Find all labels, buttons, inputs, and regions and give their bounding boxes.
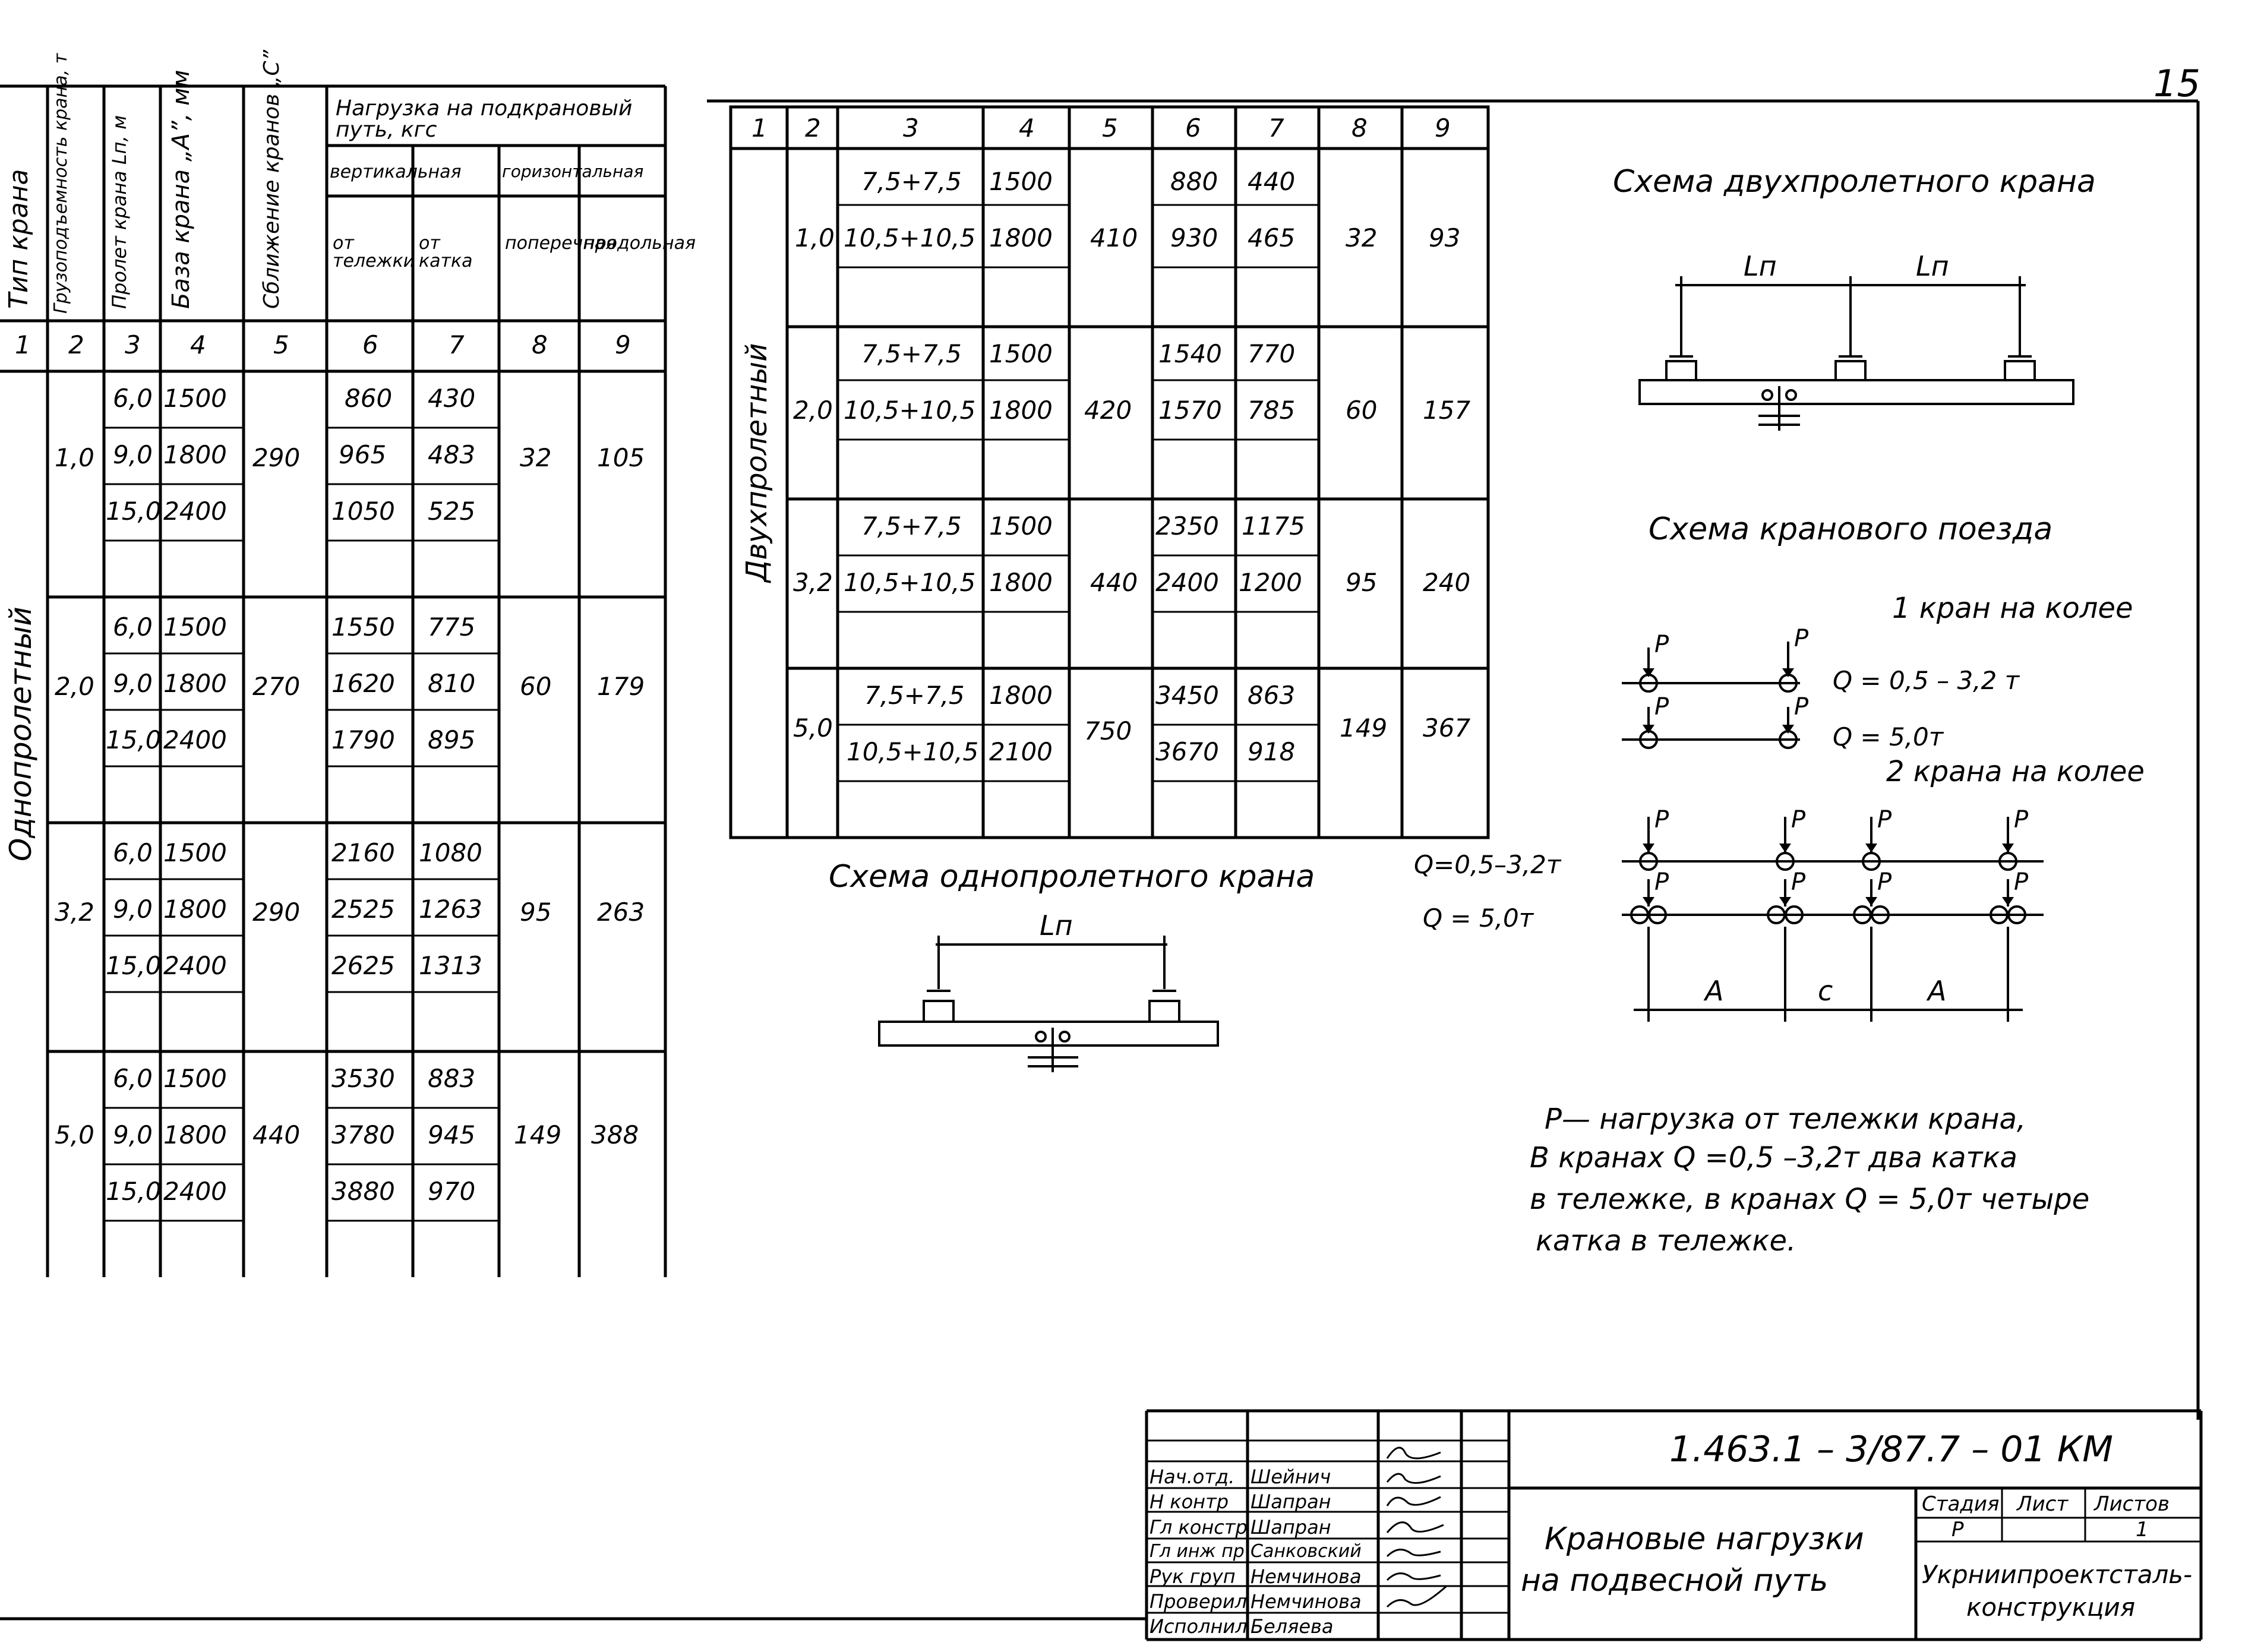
longitudinal: 93 xyxy=(1429,223,1461,252)
colnum: 3 xyxy=(125,330,141,359)
name-label: Шапран xyxy=(1251,1490,1331,1513)
p-label: P xyxy=(1654,868,1669,896)
from-trolley: 2400 xyxy=(1155,568,1219,597)
signatures xyxy=(1387,1448,1447,1607)
colnum: 7 xyxy=(449,330,465,359)
base: 1800 xyxy=(989,681,1053,710)
p-label: P xyxy=(1654,631,1669,658)
sheet-number: 15 xyxy=(2153,62,2200,105)
capacity: 5,0 xyxy=(55,1120,94,1149)
dim-a: А xyxy=(1705,975,1724,1007)
base: 2400 xyxy=(163,497,227,526)
col7-header: от катка xyxy=(419,233,473,271)
span: 10,5+10,5 xyxy=(844,223,976,252)
role-label: Проверил xyxy=(1150,1590,1248,1613)
base: 1800 xyxy=(163,895,227,924)
horizontal-header: горизонтальная xyxy=(502,162,644,181)
from-trolley: 1620 xyxy=(331,669,395,698)
longitudinal: 263 xyxy=(597,898,645,927)
from-trolley: 860 xyxy=(345,384,393,413)
vertical-header: вертикальная xyxy=(330,162,462,182)
base: 1500 xyxy=(163,838,227,867)
col9-header: продольная xyxy=(583,233,696,254)
base: 1800 xyxy=(989,223,1053,252)
base: 1800 xyxy=(989,396,1053,425)
name-label: Немчинова xyxy=(1251,1565,1362,1588)
base: 1500 xyxy=(989,339,1053,368)
col3-header: Пролет крана Lп, м xyxy=(108,115,131,309)
approach: 290 xyxy=(252,443,301,472)
colnum: 2 xyxy=(68,330,84,359)
crane-train-schematic xyxy=(1622,642,2044,1022)
from-trolley: 3530 xyxy=(331,1064,395,1093)
transverse: 32 xyxy=(520,443,552,472)
from-trolley: 1790 xyxy=(331,725,395,754)
from-trolley: 1050 xyxy=(331,497,395,526)
base: 2400 xyxy=(163,951,227,980)
transverse: 32 xyxy=(1346,223,1378,252)
longitudinal: 105 xyxy=(597,443,645,472)
span: 9,0 xyxy=(113,669,153,698)
col1-header: Тип крана xyxy=(4,169,34,309)
from-roller: 483 xyxy=(428,440,476,469)
from-trolley: 1550 xyxy=(331,612,395,642)
longitudinal: 240 xyxy=(1423,568,1471,597)
q-five-label: Q = 5,0т xyxy=(1833,722,1944,751)
base: 1500 xyxy=(163,612,227,642)
role-label: Рук груп xyxy=(1150,1565,1236,1588)
organization-line1: Укрниипроектсталь- xyxy=(1922,1560,2193,1589)
capacity: 3,2 xyxy=(793,568,833,597)
longitudinal: 179 xyxy=(597,672,645,701)
from-trolley: 2525 xyxy=(331,895,395,924)
from-roller: 1175 xyxy=(1242,511,1305,541)
colnum: 6 xyxy=(1185,113,1201,143)
from-roller: 810 xyxy=(428,669,476,698)
col8-header: поперечная xyxy=(505,233,617,254)
colnum: 8 xyxy=(1351,113,1368,143)
base: 1800 xyxy=(163,440,227,469)
transverse: 95 xyxy=(1346,568,1378,597)
base: 1800 xyxy=(163,669,227,698)
colnum: 1 xyxy=(751,113,768,143)
colnum: 1 xyxy=(15,330,31,359)
from-roller: 430 xyxy=(428,384,476,413)
from-trolley: 3880 xyxy=(331,1177,395,1206)
span: 15,0 xyxy=(106,725,162,754)
from-roller: 770 xyxy=(1248,339,1296,368)
base: 1800 xyxy=(989,568,1053,597)
transverse: 60 xyxy=(1346,396,1378,425)
colnum: 2 xyxy=(805,113,821,143)
role-label: Гл инж пр xyxy=(1150,1541,1245,1562)
span: 6,0 xyxy=(113,838,153,867)
base: 1500 xyxy=(989,167,1053,196)
from-roller: 883 xyxy=(428,1064,476,1093)
from-roller: 1080 xyxy=(419,838,482,867)
two-cranes-label: 2 крана на колее xyxy=(1886,755,2145,788)
span: 7,5+7,5 xyxy=(864,681,965,710)
approach: 290 xyxy=(252,898,301,927)
from-roller: 775 xyxy=(428,612,476,642)
approach: 270 xyxy=(252,672,301,701)
note-line: P— нагрузка от тележки крана, xyxy=(1545,1103,2026,1136)
load-group-header: Нагрузка на подкрановый путь, кгс xyxy=(336,96,633,142)
from-roller: 465 xyxy=(1248,223,1296,252)
base: 1500 xyxy=(163,1064,227,1093)
document-title-line1: Крановые нагрузки xyxy=(1545,1521,1864,1557)
span: 7,5+7,5 xyxy=(861,339,962,368)
span: 9,0 xyxy=(113,1120,153,1149)
colnum: 8 xyxy=(532,330,548,359)
transverse: 149 xyxy=(1340,713,1388,743)
from-roller: 945 xyxy=(428,1120,476,1149)
p-label: P xyxy=(1794,693,1809,721)
role-label: Н контр xyxy=(1150,1490,1229,1513)
from-roller: 785 xyxy=(1248,396,1296,425)
from-trolley: 3670 xyxy=(1155,737,1219,766)
approach: 420 xyxy=(1084,396,1132,425)
col5-header: Сближение кранов „С” xyxy=(260,49,284,309)
from-roller: 863 xyxy=(1248,681,1296,710)
note-line: катка в тележке. xyxy=(1536,1224,1796,1258)
span: 7,5+7,5 xyxy=(861,511,962,541)
base: 1800 xyxy=(163,1120,227,1149)
span: 6,0 xyxy=(113,384,153,413)
sheet-header: Лист xyxy=(2017,1492,2069,1516)
stage-header: Стадия xyxy=(1922,1492,2000,1516)
col4-header: База крана „А”, мм xyxy=(168,70,195,309)
q-five-label-left: Q = 5,0т xyxy=(1423,904,1534,933)
span: 7,5+7,5 xyxy=(861,167,962,196)
p-label: P xyxy=(1654,806,1669,833)
dim-a: А xyxy=(1928,975,1947,1007)
p-label: P xyxy=(1877,806,1892,833)
capacity: 2,0 xyxy=(793,396,833,425)
span: 10,5+10,5 xyxy=(844,396,976,425)
span: 10,5+10,5 xyxy=(847,737,979,766)
colnum: 4 xyxy=(1019,113,1035,143)
name-label: Санковский xyxy=(1251,1541,1362,1562)
span: 6,0 xyxy=(113,1064,153,1093)
name-label: Немчинова xyxy=(1251,1590,1362,1613)
transverse: 95 xyxy=(520,898,552,927)
role-label: Исполнил xyxy=(1150,1615,1248,1638)
dim-c: с xyxy=(1818,975,1833,1007)
document-code: 1.463.1 – 3/87.7 – 01 КМ xyxy=(1669,1429,2114,1470)
p-label: P xyxy=(1654,693,1669,721)
from-roller: 1200 xyxy=(1239,568,1302,597)
span: 15,0 xyxy=(106,1177,162,1206)
colnum: 9 xyxy=(1435,113,1451,143)
document-title-line2: на подвесной путь xyxy=(1521,1563,1829,1599)
span-label: Lп xyxy=(1916,250,1949,282)
approach: 440 xyxy=(252,1120,301,1149)
from-trolley: 2160 xyxy=(331,838,395,867)
span: 15,0 xyxy=(106,497,162,526)
p-label: P xyxy=(1791,868,1806,896)
name-label: Шейнич xyxy=(1251,1465,1331,1488)
type-label-two-span: Двухпролетный xyxy=(740,343,773,582)
transverse: 149 xyxy=(514,1120,562,1149)
p-label: P xyxy=(2014,806,2029,833)
two-span-crane-schematic xyxy=(1640,276,2073,431)
transverse: 60 xyxy=(520,672,552,701)
p-label: P xyxy=(1794,625,1809,652)
from-roller: 525 xyxy=(428,497,476,526)
train-title: Схема кранового поезда xyxy=(1649,511,2053,547)
capacity: 2,0 xyxy=(55,672,94,701)
role-label: Нач.отд. xyxy=(1150,1465,1235,1488)
capacity: 1,0 xyxy=(795,223,835,252)
from-trolley: 2350 xyxy=(1155,511,1219,541)
from-trolley: 965 xyxy=(339,440,387,469)
colnum: 7 xyxy=(1268,113,1284,143)
from-trolley: 880 xyxy=(1170,167,1218,196)
note-line: в тележке, в кранах Q = 5,0т четыре xyxy=(1530,1183,2090,1216)
stage-value: Р xyxy=(1952,1518,1964,1542)
base: 1500 xyxy=(989,511,1053,541)
sheets-value: 1 xyxy=(2136,1518,2149,1542)
approach: 440 xyxy=(1090,568,1138,597)
single-span-crane-schematic xyxy=(879,936,1218,1072)
from-roller: 918 xyxy=(1248,737,1296,766)
span: 9,0 xyxy=(113,440,153,469)
colnum: 6 xyxy=(362,330,378,359)
longitudinal: 388 xyxy=(591,1120,639,1149)
colnum: 3 xyxy=(903,113,919,143)
colnum: 5 xyxy=(1102,113,1118,143)
from-roller: 1263 xyxy=(419,895,482,924)
longitudinal: 157 xyxy=(1423,396,1471,425)
span-label: Lп xyxy=(1744,250,1777,282)
single-span-title: Схема однопролетного крана xyxy=(829,859,1315,895)
approach: 410 xyxy=(1090,223,1138,252)
q-range-label-left: Q=0,5–3,2т xyxy=(1414,850,1561,879)
base: 2400 xyxy=(163,1177,227,1206)
two-span-title: Схема двухпролетного крана xyxy=(1613,164,2096,200)
organization-line2: конструкция xyxy=(1966,1593,2136,1622)
from-trolley: 3780 xyxy=(331,1120,395,1149)
col6-header: от тележки xyxy=(333,233,415,271)
capacity: 1,0 xyxy=(55,443,94,472)
one-crane-label: 1 кран на колее xyxy=(1892,592,2133,625)
colnum: 9 xyxy=(615,330,631,359)
note-line: В кранах Q =0,5 –3,2т два катка xyxy=(1530,1141,2017,1174)
name-label: Беляева xyxy=(1251,1615,1334,1638)
from-roller: 440 xyxy=(1248,167,1296,196)
from-trolley: 2625 xyxy=(331,951,395,980)
q-range-label: Q = 0,5 – 3,2 т xyxy=(1833,666,2020,695)
from-trolley: 930 xyxy=(1170,223,1218,252)
span: 6,0 xyxy=(113,612,153,642)
sheets-header: Листов xyxy=(2094,1492,2170,1516)
from-roller: 1313 xyxy=(419,951,482,980)
span-label: Lп xyxy=(1040,909,1073,942)
p-label: P xyxy=(1877,868,1892,896)
p-label: P xyxy=(1791,806,1806,833)
capacity: 5,0 xyxy=(793,713,833,743)
base: 1500 xyxy=(163,384,227,413)
longitudinal: 367 xyxy=(1423,713,1471,743)
col2-header: Грузоподъемность крана, т xyxy=(50,53,71,314)
span: 15,0 xyxy=(106,951,162,980)
approach: 750 xyxy=(1084,716,1132,746)
type-label-single-span: Однопролетный xyxy=(4,607,38,861)
role-label: Гл констр xyxy=(1150,1516,1248,1539)
base: 2400 xyxy=(163,725,227,754)
colnum: 5 xyxy=(273,330,289,359)
span: 9,0 xyxy=(113,895,153,924)
capacity: 3,2 xyxy=(55,898,94,927)
span: 10,5+10,5 xyxy=(844,568,976,597)
from-trolley: 1570 xyxy=(1158,396,1222,425)
name-label: Шапран xyxy=(1251,1516,1331,1539)
base: 2100 xyxy=(989,737,1053,766)
from-roller: 970 xyxy=(428,1177,476,1206)
from-roller: 895 xyxy=(428,725,476,754)
from-trolley: 1540 xyxy=(1158,339,1222,368)
from-trolley: 3450 xyxy=(1155,681,1219,710)
colnum: 4 xyxy=(190,330,206,359)
p-label: P xyxy=(2014,868,2029,896)
